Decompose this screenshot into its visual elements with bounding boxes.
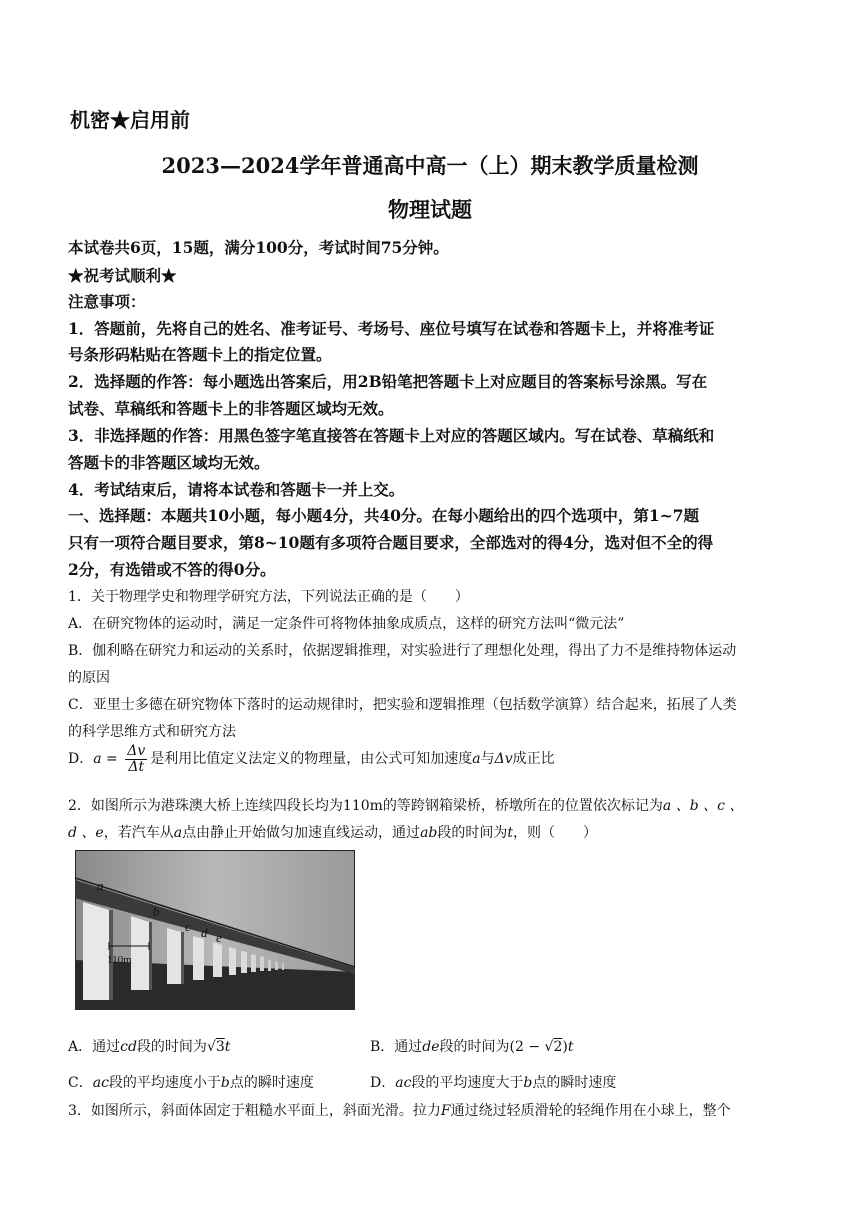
q2-stem-vars-a: a 、b 、c 、 xyxy=(662,798,744,814)
q2-option-d-ac: ac xyxy=(395,1075,412,1091)
q1-formula-numerator: Δv xyxy=(127,743,146,759)
bridge-label-e: e xyxy=(216,930,222,945)
q2-stem-b3: 段的时间为 xyxy=(437,825,508,841)
q1-option-d-text-2: 与 xyxy=(480,751,495,768)
q2-option-d-post: 点的瞬时速度 xyxy=(532,1075,617,1091)
q1-formula-a: a xyxy=(93,751,102,768)
notes-heading: 注意事项： xyxy=(68,292,146,311)
q2-option-a-cd: cd xyxy=(120,1039,137,1055)
q2-stem-vars-b: d 、e xyxy=(68,825,104,841)
q1-formula-fraction xyxy=(125,744,147,774)
q2-option-d-pre: D． xyxy=(370,1075,396,1091)
q1-option-c-line-b: 的科学思维方式和研究方法 xyxy=(68,724,236,740)
exam-subtitle: 物理试题 xyxy=(388,197,472,222)
note-2-line-a: 2．选择题的作答：每小题选出答案后，用2B铅笔把答题卡上对应题目的答案标号涂黑。写在 xyxy=(68,372,708,391)
q2-option-b-pre: B．通过 xyxy=(370,1039,423,1055)
q2-option-d-mid: 段的平均速度大于 xyxy=(411,1075,524,1091)
q2-option-c-mid: 段的平均速度小于 xyxy=(108,1075,221,1091)
q2-stem-b1: ，若汽车从 xyxy=(103,825,174,841)
q2-option-b-open: (2 − xyxy=(509,1039,545,1055)
q1-option-d-accel: a xyxy=(472,751,481,768)
note-1-line-b: 号条形码粘贴在答题卡上的指定位置。 xyxy=(68,345,332,364)
note-2-line-b: 试卷、草稿纸和答题卡上的非答题区域均无效。 xyxy=(68,399,394,418)
q1-option-a: A．在研究物体的运动时，满足一定条件可将物体抽象成质点，这样的研究方法叫“微元法” xyxy=(68,616,625,632)
q2-option-c xyxy=(68,1072,314,1092)
q2-option-a-radicand: 3 xyxy=(215,1039,225,1055)
q2-stem-b4: ，则（ ） xyxy=(513,825,598,841)
q1-option-d-text-1: 是利用比值定义法定义的物理量，由公式可知加速度 xyxy=(150,751,473,768)
q2-stem-point-a: a xyxy=(173,825,183,841)
q2-option-a-sqrt-sign: √ xyxy=(206,1039,216,1055)
q2-stem-ab: ab xyxy=(420,825,438,841)
q2-stem-b2: 点由静止开始做匀加速直线运动，通过 xyxy=(182,825,421,841)
q2-option-c-ac: ac xyxy=(92,1075,109,1091)
section-1-line-a: 一、选择题：本题共10小题，每小题4分，共40分。在每小题给出的四个选项中，第1~7题 xyxy=(68,506,699,525)
bridge-label-110m: 110m xyxy=(107,954,132,966)
q1-option-b-line-b: 的原因 xyxy=(68,670,110,686)
q2-option-d xyxy=(370,1072,616,1092)
q2-stem-text: 2．如图所示为港珠澳大桥上连续四段长均为110m的等跨钢箱梁桥，桥墩所在的位置依次标记为 xyxy=(68,798,663,814)
q2-option-c-pre: C． xyxy=(68,1075,93,1091)
q2-option-c-b: b xyxy=(220,1075,230,1091)
q1-formula-eq: = xyxy=(101,751,123,768)
q2-option-d-b: b xyxy=(523,1075,533,1091)
note-3-line-b: 答题卡的非答题区域均无效。 xyxy=(68,453,270,472)
q1-option-d-text-3: 成正比 xyxy=(512,751,555,768)
section-1-line-c: 2分，有选错或不答的得0分。 xyxy=(68,560,276,579)
bridge-label-d: d xyxy=(201,925,208,940)
exam-summary: 本试卷共6页，15题，满分100分，考试时间75分钟。 xyxy=(68,238,449,257)
confidential-label: 机密★启用前 xyxy=(70,108,190,132)
q1-option-d xyxy=(68,744,555,774)
q2-stem-t: t xyxy=(507,825,514,841)
q2-option-a-t: t xyxy=(224,1039,231,1055)
q1-option-d-dv: Δv xyxy=(494,751,513,768)
q3-stem xyxy=(68,1100,731,1120)
q3-stem-a: 3．如图所示，斜面体固定于粗糙水平面上，斜面光滑。拉力 xyxy=(68,1103,441,1119)
bridge-label-a: a xyxy=(97,878,104,893)
section-1-line-b: 只有一项符合题目要求，第8~10题有多项符合题目要求，全部选对的得4分，选对但不全的得 xyxy=(68,533,714,552)
bridge-label-b: b xyxy=(153,904,160,919)
q2-stem-line-a xyxy=(68,795,743,815)
q2-option-a-mid: 段的时间为 xyxy=(136,1039,207,1055)
bridge-label-c: c xyxy=(185,919,191,934)
note-4: 4．考试结束后，请将本试卷和答题卡一并上交。 xyxy=(68,480,405,499)
q3-stem-b: 通过绕过轻质滑轮的轻绳作用在小球上，整个 xyxy=(450,1103,731,1119)
q2-option-b-mid: 段的时间为 xyxy=(439,1039,510,1055)
note-1-line-a: 1．答题前，先将自己的姓名、准考证号、考场号、座位号填写在试卷和答题卡上，并将准考证 xyxy=(68,319,715,338)
q3-stem-f: F xyxy=(440,1103,451,1119)
q1-formula-denominator: Δt xyxy=(128,758,145,775)
q1-option-c-line-a: C．亚里士多德在研究物体下落时的运动规律时，把实验和逻辑推理（包括数学演算）结合起来，拓展了人类 xyxy=(68,697,737,713)
q2-option-c-post: 点的瞬时速度 xyxy=(229,1075,314,1091)
q1-stem: 1．关于物理学史和物理学研究方法，下列说法正确的是（ ） xyxy=(68,589,469,605)
q2-option-b-de: de xyxy=(422,1039,440,1055)
q1-option-d-label: D． xyxy=(68,751,94,768)
note-3-line-a: 3．非选择题的作答：用黑色签字笔直接答在答题卡上对应的答题区域内。写在试卷、草稿纸和 xyxy=(68,426,715,445)
bridge-photo xyxy=(75,850,355,1010)
q2-option-b-sqrt-sign: √ xyxy=(544,1039,554,1055)
q2-option-b xyxy=(370,1036,574,1056)
q2-option-a xyxy=(68,1036,230,1056)
q2-option-b-radicand: 2 xyxy=(553,1039,563,1055)
good-luck-line: ★祝考试顺利★ xyxy=(68,266,177,285)
q2-option-b-t: t xyxy=(567,1039,574,1055)
exam-title: 2023—2024学年普通高中高一（上）期末教学质量检测 xyxy=(161,153,699,178)
q2-option-b-close: ) xyxy=(562,1039,568,1055)
q1-option-b-line-a: B．伽利略在研究力和运动的关系时，依据逻辑推理，对实验进行了理想化处理，得出了力不是维持物体运动 xyxy=(68,643,737,659)
q2-stem-line-b xyxy=(68,822,597,842)
q2-option-a-pre: A．通过 xyxy=(68,1039,121,1055)
